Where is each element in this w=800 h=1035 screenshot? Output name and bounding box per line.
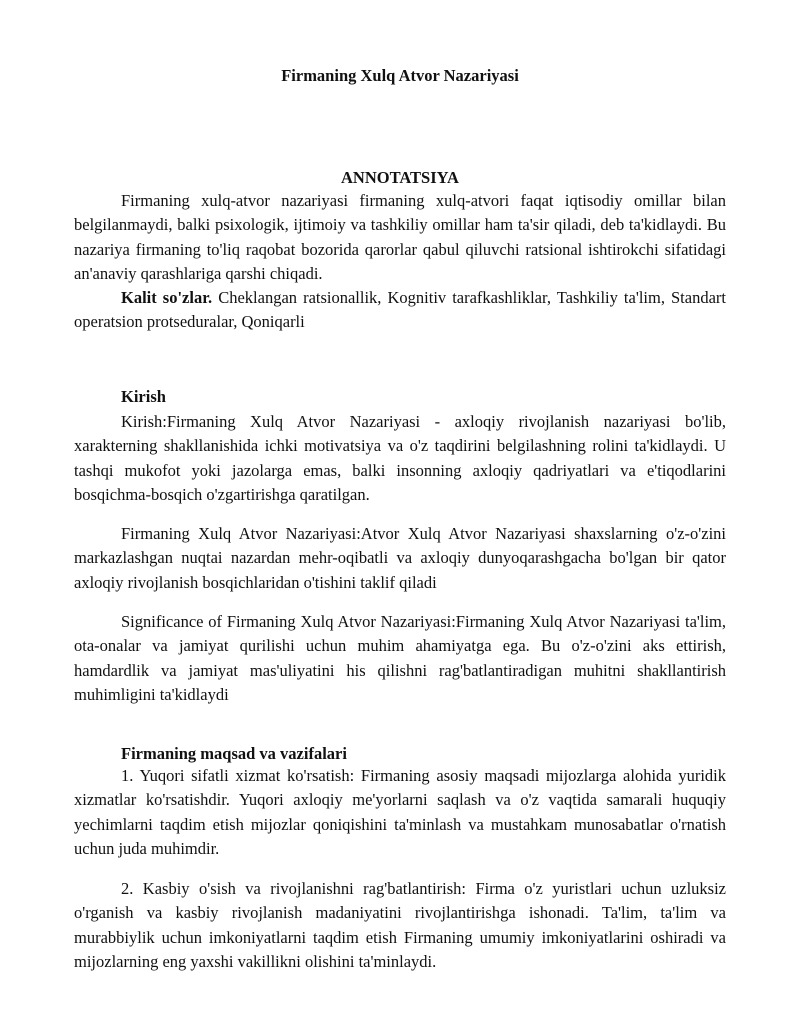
- annotation-heading: ANNOTATSIYA: [341, 168, 459, 187]
- intro-paragraph-3: Significance of Firmaning Xulq Atvor Nazariyasi:Firmaning Xulq Atvor Nazariyasi ta'lim, ota-onalar va jamiyat qurilishi uchun muhim ahamiyatga ega. Bu o'z-o'zini aks ettirish, hamdardlik va jamiyat mas'uliyatini his qilishni rag'batlantiradigan muhitni shakllantirish muhimligini ta'kidlaydi: [74, 612, 726, 704]
- intro-paragraph-2: Firmaning Xulq Atvor Nazariyasi:Atvor Xulq Atvor Nazariyasi shaxslarning o'z-o'zini markazlashgan nuqtai nazardan mehr-oqibatli va axloqiy dunyoqarashgacha bo'lgan bir qator axloqiy rivojlanish bosqichlaridan o'tishini taklif qiladi: [74, 524, 726, 592]
- goals-paragraph-2: 2. Kasbiy o'sish va rivojlanishni rag'batlantirish: Firma o'z yuristlari uchun uzluksiz o'rganish va kasbiy rivojlanish madaniyatini rivojlantirishga ishonadi. Ta'lim, ta'lim va murabbiylik uchun imkoniyatlarni taqdim etish Firmaning umumiy imkoniyatlarini oshiradi va mijozlarning eng yaxshi vakillikni olishini ta'minlaydi.: [74, 879, 726, 971]
- keywords-label: Kalit so'zlar.: [121, 288, 213, 307]
- keywords-paragraph: [74, 286, 726, 335]
- keywords-text: Cheklangan ratsionallik, Kognitiv tarafkashliklar, Tashkiliy ta'lim, Standart operatsion protseduralar, Qoniqarli: [74, 288, 726, 332]
- goals-paragraph-1: 1. Yuqori sifatli xizmat ko'rsatish: Firmaning asosiy maqsadi mijozlarga alohida yuridik xizmatlar ko'rsatishdir. Yuqori axloqiy me'yorlarni saqlash va o'z vaqtida samarali huquqiy yechimlarni taqdim etish mijozlar qoniqishini ta'minlash va mustahkam munosabatlar o'rnatish uchun juda muhimdir.: [74, 766, 726, 858]
- document-title: Firmaning Xulq Atvor Nazariyasi: [281, 66, 519, 85]
- annotation-paragraph: Firmaning xulq-atvor nazariyasi firmaning xulq-atvori faqat iqtisodiy omillar bilan belgilanmaydi, balki psixologik, ijtimoiy va tashkiliy omillar ham ta'sir qiladi, deb ta'kidlaydi. Bu nazariya firmaning to'liq raqobat bozorida qarorlar qabul qiluvchi ratsional ishtirokchi sifatidagi an'anaviy qarashlariga qarshi chiqadi.: [74, 191, 726, 283]
- intro-heading: Kirish: [121, 387, 166, 406]
- intro-paragraph-1: Kirish:Firmaning Xulq Atvor Nazariyasi - axloqiy rivojlanish nazariyasi bo'lib, xarakterning shakllanishida ichki motivatsiya va o'z taqdirini belgilashning rolini ta'kidlaydi. U tashqi mukofot yoki jazolarga emas, balki insonning axloqiy qadriyatlari va e'tiqodlarini bosqichma-bosqich o'zgartirishga qaratilgan.: [74, 412, 726, 504]
- goals-heading: Firmaning maqsad va vazifalari: [121, 744, 347, 763]
